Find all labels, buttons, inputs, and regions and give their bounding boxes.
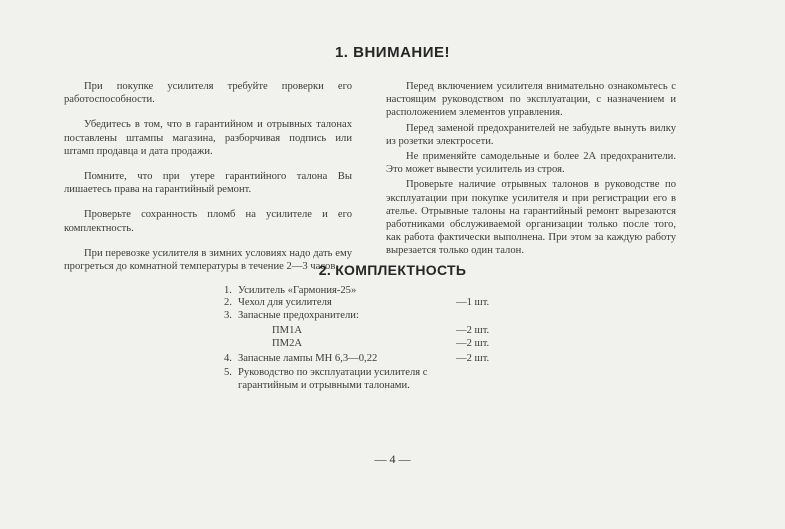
- item-number: 2.: [224, 297, 232, 309]
- left-column: [64, 80, 352, 285]
- item-number: 5.: [224, 367, 232, 379]
- paragraph-tear-off-coupons: Проверьте наличие отрывных талонов в руководстве по эксплуатации при покупке усилителя и при регистрации его в ателье. Отрывные талоны на гарантийный ремонт вырезаются работниками обслуживаемой организации только после того, как работа фактически выполнена. При этом за каждую работу вырезается только один талон.: [386, 179, 676, 257]
- paragraph-winter-transport: При перевозке усилителя в зимних условиях надо дать ему прогреться до комнатной температуры в течение 2—3 часов.: [64, 247, 352, 273]
- paragraph-read-manual: Перед включением усилителя внимательно ознакомьтесь с настоящим руководством по эксплуатации, с назначением и расположением элементов управления.: [386, 81, 676, 119]
- item-text: ПМ1А: [272, 325, 303, 337]
- item-quantity: —2 шт.: [456, 337, 490, 349]
- section-heading-attention: 1. ВНИМАНИЕ!: [334, 44, 451, 61]
- list-subitem: [224, 338, 524, 350]
- item-text: Запасные предохранители:: [238, 309, 359, 321]
- list-item: [224, 297, 524, 309]
- item-text: Чехол для усилителя: [238, 297, 332, 309]
- paragraph-seals: Проверьте сохранность пломб на усилителе и его комплектность.: [64, 209, 352, 234]
- list-subitem: [224, 325, 524, 337]
- item-quantity: —2 шт.: [456, 352, 490, 364]
- item-number: 1.: [224, 285, 232, 296]
- paragraph-lost-warranty: Помните, что при утере гарантийного талона Вы лишаетесь права на гарантийный ремонт.: [64, 171, 352, 196]
- list-item: [224, 367, 524, 392]
- item-text: Руководство по эксплуатации усилителя с гарантийным и отрывными талонами.: [238, 367, 428, 391]
- list-item: [224, 353, 524, 365]
- item-quantity: —2 шт.: [456, 325, 490, 337]
- list-item: [224, 285, 524, 297]
- paragraph-stamps: Убедитесь в том, что в гарантийном и отрывных талонах поставлены штампы магазина, разборчивая подпись или штамп продавца и дата продажи.: [64, 119, 352, 157]
- list-item: [224, 310, 524, 322]
- paragraph-check-operation: При покупке усилителя требуйте проверки его работоспособности.: [64, 81, 352, 106]
- item-quantity: —1 шт.: [456, 297, 490, 309]
- item-number: 3.: [224, 309, 232, 321]
- section-heading-contents: 2. КОМПЛЕКТНОСТЬ: [318, 262, 467, 278]
- paragraph-no-homemade-fuses: Не применяйте самодельные и более 2А предохранители. Это может вывести усилитель из строя.: [386, 151, 676, 176]
- item-text: ПМ2А: [272, 337, 303, 349]
- item-text: Усилитель «Гармония-25»: [238, 285, 357, 296]
- item-number: 4.: [224, 352, 232, 364]
- page-number: — 4 —: [374, 452, 411, 466]
- right-column: [386, 80, 676, 260]
- paragraph-fuse-replace: Перед заменой предохранителей не забудьте вынуть вилку из розетки электросети.: [386, 122, 676, 147]
- item-text: Запасные лампы МН 6,3—0,22: [238, 352, 378, 364]
- contents-list: [224, 285, 524, 392]
